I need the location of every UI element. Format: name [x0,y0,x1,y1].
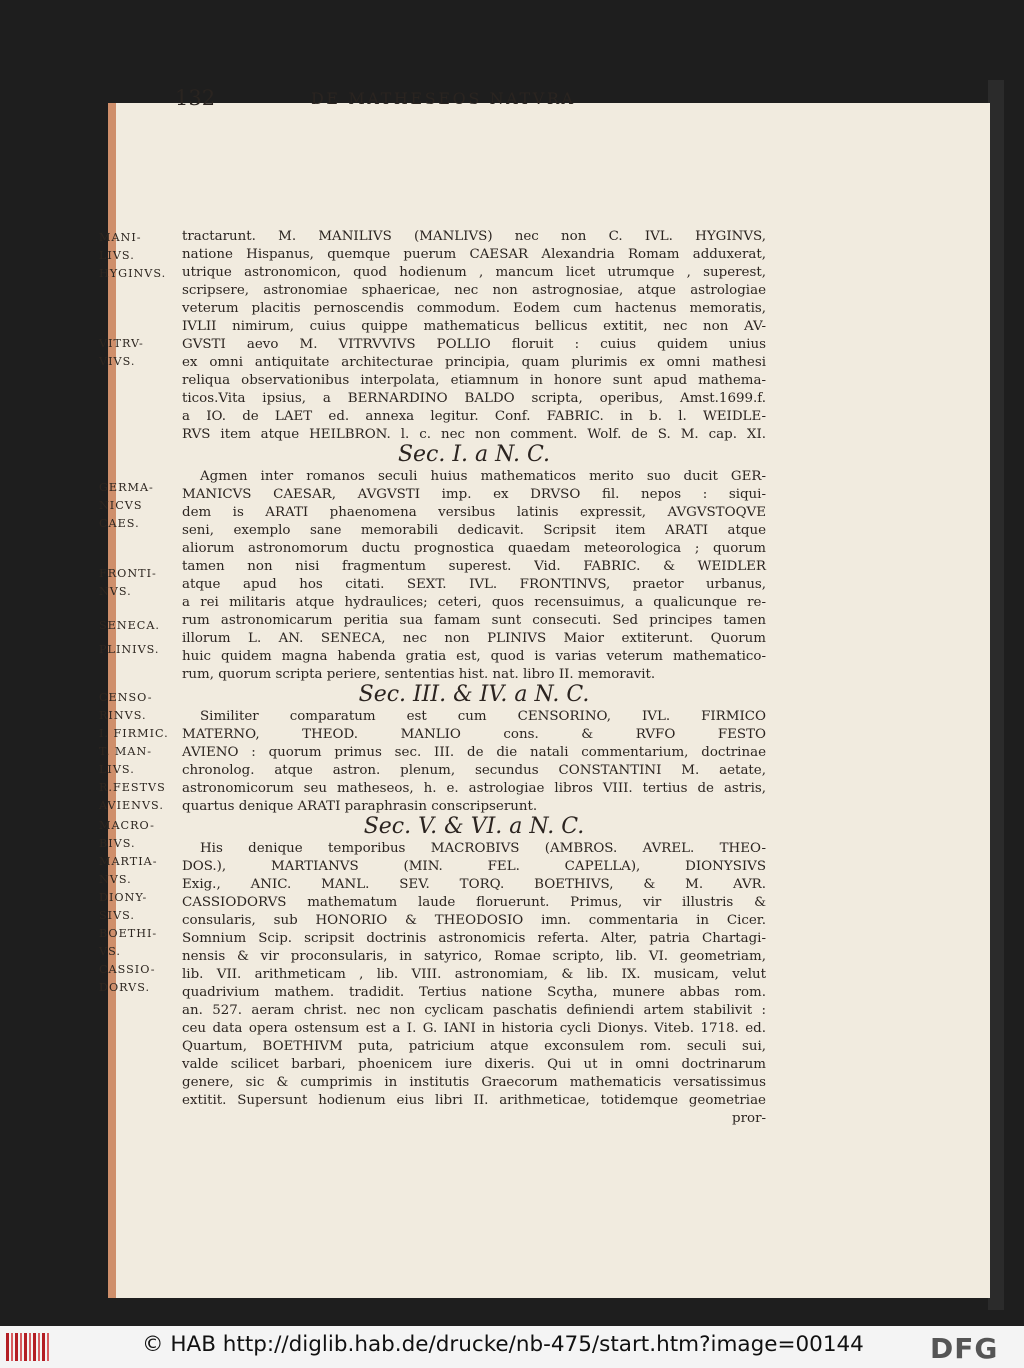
margin-note: RINVS. [99,709,147,722]
text-line: huic quidem magna habenda gratia est, quod is varias veterum mathematico- [182,649,766,664]
text-line: Quartum, BOETHIVM puta, patricium atque exconsulem rom. seculi sui, [182,1039,766,1054]
text-line: ceu data opera ostensum est a I. G. IANI in historia cycli Dionys. Viteb. 1718. ed. [182,1021,766,1036]
text-line: reliqua observationibus interpolata, etiamnum in honore sunt apud mathema- [182,373,766,388]
text-line: astronomicorum seu matheseos, h. e. astrologiae libros VIII. tertius de astris, [182,781,766,796]
text-line: IVLII nimirum, cuius quippe mathematicus bellicus extitit, nec non AV- [182,319,766,334]
text-line: utrique astronomicon, quod hodienum , mancum licet utrumque , superest, [182,265,766,280]
text-line: scripsere, astronomiae sphaericae, nec non astrognosiae, atque astrologiae [182,283,766,298]
text-line: illorum L. AN. SENECA, nec non PLINIVS Maior extiterunt. Quorum [182,631,766,646]
text-line: Agmen inter romanos seculi huius mathematicos merito suo ducit GER- [200,469,766,484]
page-edge [988,80,1004,1310]
page-number: 132 [175,86,216,110]
margin-note: HYGINVS. [99,267,167,280]
margin-note: VS. [99,945,121,958]
margin-note: NVS. [99,585,132,598]
dfg-logo: DFG [930,1332,999,1365]
section-heading: Sec. III. & IV. a N. C. [358,682,590,707]
margin-note: FRONTI- [99,567,157,580]
running-title: DE MATHESEOS NATVRA [311,89,576,108]
text-line: genere, sic & cumprimis in institutis Graecorum mathematicis versatissimus [182,1075,766,1090]
catchword: pror- [732,1111,766,1126]
text-line: a rei militaris atque hydraulices; ceteri, quos recensuimus, a qualicunque re- [182,595,766,610]
text-line: MANICVS CAESAR, AVGVSTI imp. ex DRVSO fil. nepos : siqui- [182,487,766,502]
page-header [175,86,735,114]
text-line: DOS.), MARTIANVS (MIN. FEL. CAPELLA), DIONYSIVS [182,859,766,874]
margin-note: SIVS. [99,909,135,922]
margin-note: T. MAN- [99,745,153,758]
text-line: a IO. de LAET ed. annexa legitur. Conf. FABRIC. in b. l. WEIDLE- [182,409,766,424]
text-line: ex omni antiquitate architecturae principia, quam plurimis ex omni mathesi [182,355,766,370]
text-line: valde scilicet barbari, phoenicem iure dixeris. Qui ut in omni doctrinarum [182,1057,766,1072]
margin-note: I. FIRMIC. [99,727,169,740]
text-line: consularis, sub HONORIO & THEODOSIO imn. commentaria in Cicer. [182,913,766,928]
margin-note: CAES. [99,517,140,530]
margin-note: LIVS. [99,763,135,776]
margin-note: SENECA. [99,619,160,632]
text-line: seni, exemplo sane memorabili dedicavit. Scripsit item ARATI atque [182,523,766,538]
text-line: lib. VII. arithmeticam , lib. VIII. astronomiam, & lib. IX. musicam, velut [182,967,766,982]
margin-note: BIVS. [99,837,136,850]
text-line: atque apud hos citati. SEXT. IVL. FRONTINVS, praetor urbanus, [182,577,766,592]
text-line: RVS item atque HEILBRON. l. c. nec non comment. Wolf. de S. M. cap. XI. [182,427,766,442]
margin-note: PLINIVS. [99,643,160,656]
margin-note: MARTIA- [99,855,158,868]
margin-note: DIONY- [99,891,148,904]
margin-note: NVS. [99,873,132,886]
text-line: tamen non nisi fragmentum superest. Vid. FABRIC. & WEIDLER [182,559,766,574]
text-line: CASSIODORVS mathematum laude floruerunt. Primus, vir illustris & [182,895,766,910]
margin-note: GERMA- [99,481,154,494]
text-line: AVIENO : quorum primus sec. III. de die natali commentarium, doctrinae [182,745,766,760]
text-line: MATERNO, THEOD. MANLIO cons. & RVFO FESTO [182,727,766,742]
footer-bar [0,1326,1024,1368]
text-line: Similiter comparatum est cum CENSORINO, IVL. FIRMICO [200,709,766,724]
margin-note: MACRO- [99,819,155,832]
text-line: an. 527. aeram christ. nec non cyclicam paschatis definiendi artem stabilivit : [182,1003,766,1018]
text-line: quartus denique ARATI paraphrasin conscripserunt. [182,799,538,814]
margin-note: MANI- [99,231,142,244]
margin-note: NICVS [99,499,143,512]
text-line: nensis & vir proconsularis, in satyrico, Romae scripto, lib. VI. geometriam, [182,949,766,964]
copyright-credit[interactable]: © HAB http://diglib.hab.de/drucke/nb-475/start.htm?image=00144 [142,1332,864,1357]
text-line: rum astronomicarum peritia sua famam sunt consecuti. Sed principes tamen [182,613,766,628]
text-line: His denique temporibus MACROBIVS (AMBROS. AVREL. THEO- [200,841,766,856]
margin-note: LIVS. [99,249,135,262]
text-line: tractarunt. M. MANILIVS (MANLIVS) nec non C. IVL. HYGINVS, [182,229,766,244]
margin-note: VITRV- [99,337,144,350]
margin-note: VIVS. [99,355,136,368]
hab-logo-icon [6,1333,50,1361]
section-heading: Sec. V. & VI. a N. C. [363,814,585,839]
margin-note: CASSIO- [99,963,156,976]
text-line: quadrivium mathem. tradidit. Tertius natione Scytha, munere abbas rom. [182,985,766,1000]
text-line: Somnium Scip. scripsit doctrinis astronomicis referta. Alter, patria Chartagi- [182,931,766,946]
margin-note: AVIENVS. [99,799,164,812]
text-line: natione Hispanus, quemque puerum CAESAR Alexandria Romam adduxerat, [182,247,766,262]
margin-note: R.FESTVS [99,781,166,794]
margin-note: BOETHI- [99,927,158,940]
text-line: rum, quorum scripta periere, sententias hist. nat. libro II. memoravit. [182,667,656,682]
section-heading: Sec. I. a N. C. [397,442,551,467]
text-line: chronolog. atque astron. plenum, secundus CONSTANTINI M. aetate, [182,763,766,778]
text-line: aliorum astronomorum ductu prognostica quaedam meteorologica ; quorum [182,541,766,556]
text-line: ticos.Vita ipsius, a BERNARDINO BALDO scripta, operibus, Amst.1699.f. [182,391,766,406]
text-line: dem is ARATI phaenomena versibus latinis expressit, AVGVSTOQVE [182,505,766,520]
text-line: GVSTI aevo M. VITRVVIVS POLLIO floruit : cuius quidem unius [182,337,766,352]
text-line: veterum placitis pernoscendis commodum. Eodem cum hactenus memoratis, [182,301,766,316]
margin-note: CENSO- [99,691,153,704]
margin-note: DORVS. [99,981,151,994]
text-line: extitit. Supersunt hodienum eius libri II. arithmeticae, totidemque geometriae [182,1093,766,1108]
text-line: Exig., ANIC. MANL. SEV. TORQ. BOETHIVS, & M. AVR. [182,877,766,892]
